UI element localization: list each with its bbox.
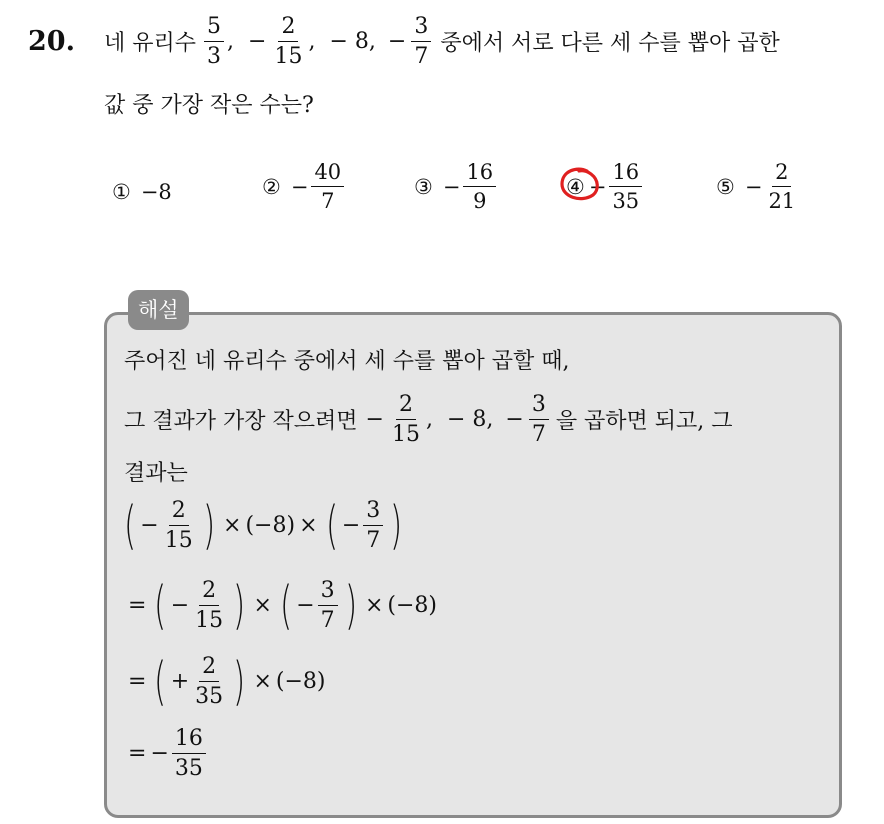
question-number: 20.: [28, 26, 75, 57]
fraction-2-15: $\frac{2}{15}$: [274, 14, 303, 70]
choice-2[interactable]: ② − $\frac{40}{7}$: [262, 160, 347, 213]
choice-4[interactable]: ④ − $\frac{16}{35}$: [566, 160, 645, 213]
answer-mark-icon: [557, 165, 601, 205]
question-text: 네 유리수: [104, 31, 197, 57]
choice-5[interactable]: ⑤ − $\frac{2}{21}$: [716, 160, 796, 214]
equation-row-1: ( − $\frac{2}{15}$ ) × (−8) × ( − $\frac{3}{7}$ ): [124, 495, 403, 556]
solution-tag: 해설: [128, 290, 189, 330]
solution-line-3: 결과는: [124, 461, 188, 486]
fraction-5-3: $\frac{5}{3}$: [204, 14, 224, 70]
question-line-1: 네 유리수 $\frac{5}{3}$ , − $\frac{2}{15}$ , − 8, − $\frac{3}{7}$ 중에서 서로 다른 세 수를 뽑아 곱한: [104, 14, 780, 70]
choice-3[interactable]: ③ − $\frac{16}{9}$: [414, 160, 499, 213]
equation-row-2: = ( − $\frac{2}{15}$ ) × ( − $\frac{3}{7}$ ) × (−8): [128, 575, 437, 636]
question-line-2: 값 중 가장 작은 수는?: [104, 93, 314, 118]
solution-box: [104, 312, 842, 818]
fraction-3-7: $\frac{3}{7}$: [411, 14, 431, 70]
solution-line-1: 주어진 네 유리수 중에서 세 수를 뽑아 곱할 때,: [124, 349, 570, 374]
solution-line-2: 그 결과가 가장 작으려면 − $\frac{2}{15}$ , − 8, − $\frac{3}{7}$ 을 곱하면 되고, 그: [124, 392, 733, 448]
choice-1[interactable]: ① −8: [112, 180, 172, 204]
equation-row-4: = − $\frac{16}{35}$: [124, 726, 209, 782]
equation-row-3: = ( + $\frac{2}{35}$ ) × (−8): [128, 651, 326, 712]
integer-minus-8: − 8,: [329, 29, 376, 55]
